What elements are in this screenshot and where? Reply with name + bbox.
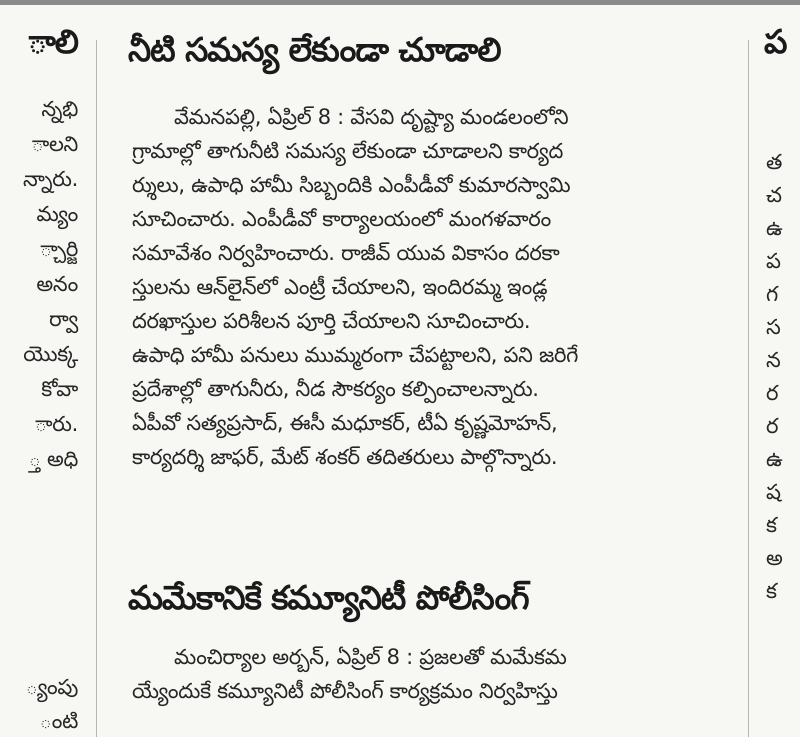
left-body-bottom — [26, 670, 78, 737]
article-1-line: కార్యదర్శి జాఫర్, మేట్ శంకర్ తదితరులు పాల్గొన్నారు. — [132, 445, 558, 469]
article-1-line: సమావేశం నిర్వహించారు. రాజీవ్ యువ వికాసం దరకా — [132, 241, 560, 265]
right-line: చ — [766, 183, 782, 207]
left-line: ంటి — [39, 709, 78, 733]
right-line: ర — [766, 381, 779, 405]
article-2-line: య్యేందుకే కమ్యూనిటీ పోలీసింగ్ కార్యక్రమం నిర్వహిస్తు — [132, 679, 558, 703]
article-1-line: ఉపాధి హామీ పనులు ముమ్మరంగా చేపట్టాలని, పని జరిగే — [132, 343, 579, 367]
right-line: క — [766, 513, 777, 537]
left-line: ాలని — [31, 132, 78, 156]
left-line: ్చార్జి — [40, 237, 78, 261]
article-1-line: సూచించారు. ఎంపీడీవో కార్యాలయంలో మంగళవారం — [132, 207, 551, 231]
left-line: ్యంపు — [25, 675, 78, 699]
article-1-headline: నీటి సమస్య లేకుండా చూడాలి — [128, 30, 501, 69]
right-line: ఉ — [766, 216, 783, 240]
right-line: న — [766, 348, 781, 372]
right-line: ప — [766, 249, 781, 273]
article-1-line: వేమనపల్లి, ఏప్రిల్ 8 : వేసవి దృష్ట్యా మండలంలోని — [174, 105, 569, 129]
left-line: న్నారు. — [23, 167, 78, 191]
left-line: ్త అధి — [28, 447, 78, 471]
article-1-line: దరఖాస్తుల పరిశీలన పూర్తి చేయాలని సూచించారు. — [132, 309, 531, 333]
right-line: ఉ — [766, 447, 783, 471]
right-line: గ — [766, 282, 778, 306]
left-line: న్నభి — [41, 97, 78, 121]
left-body — [23, 92, 78, 477]
article-1-line: ర్శులు, ఉపాధి హామీ సిబ్బందికి ఎంపీడీవో కుమారస్వామి — [132, 173, 571, 197]
left-line: కోవా — [41, 377, 78, 401]
right-headline: ప — [764, 22, 787, 61]
left-headline: ాలి — [28, 22, 78, 61]
right-line: ష — [766, 480, 781, 504]
main-column — [118, 0, 728, 737]
left-line: ర్వా — [49, 307, 78, 331]
article-2-body — [132, 640, 567, 708]
right-line: క — [766, 579, 777, 603]
left-line: మ్యం — [36, 202, 78, 226]
right-column — [760, 0, 800, 737]
right-line: అ — [766, 546, 783, 570]
right-line: స — [766, 315, 781, 339]
left-line: ారు. — [34, 412, 78, 436]
column-divider-right — [748, 40, 749, 737]
column-divider-left — [96, 40, 97, 737]
article-1-line: గ్రామాల్లో తాగునీటి సమస్య లేకుండా చూడాలని కార్యద — [132, 139, 563, 163]
left-column — [0, 0, 82, 737]
left-line: యొక్క — [23, 342, 78, 366]
article-1-body — [132, 100, 578, 474]
right-line: త — [766, 150, 783, 174]
article-1-line: ఏపీవో సత్యప్రసాద్, ఈసీ మధూకర్, టీఏ కృష్ణమోహన్, — [132, 411, 558, 435]
article-1-line: ప్రదేశాల్లో తాగునీరు, నీడ సౌకర్యం కల్పించాలన్నారు. — [132, 377, 539, 401]
article-2-line: మంచిర్యాల అర్బన్, ఏప్రిల్ 8 : ప్రజలతో మమేకమ — [174, 645, 567, 669]
right-body — [766, 146, 783, 608]
article-2-headline: మమేకానికే కమ్యూనిటీ పోలీసింగ్ — [128, 578, 529, 617]
right-line: ర — [766, 414, 779, 438]
article-1-line: స్తులను ఆన్‌లైన్‌లో ఎంట్రీ చేయాలని, ఇందిరమ్మ ఇండ్ల — [132, 275, 548, 299]
left-line: అనం — [36, 272, 78, 296]
